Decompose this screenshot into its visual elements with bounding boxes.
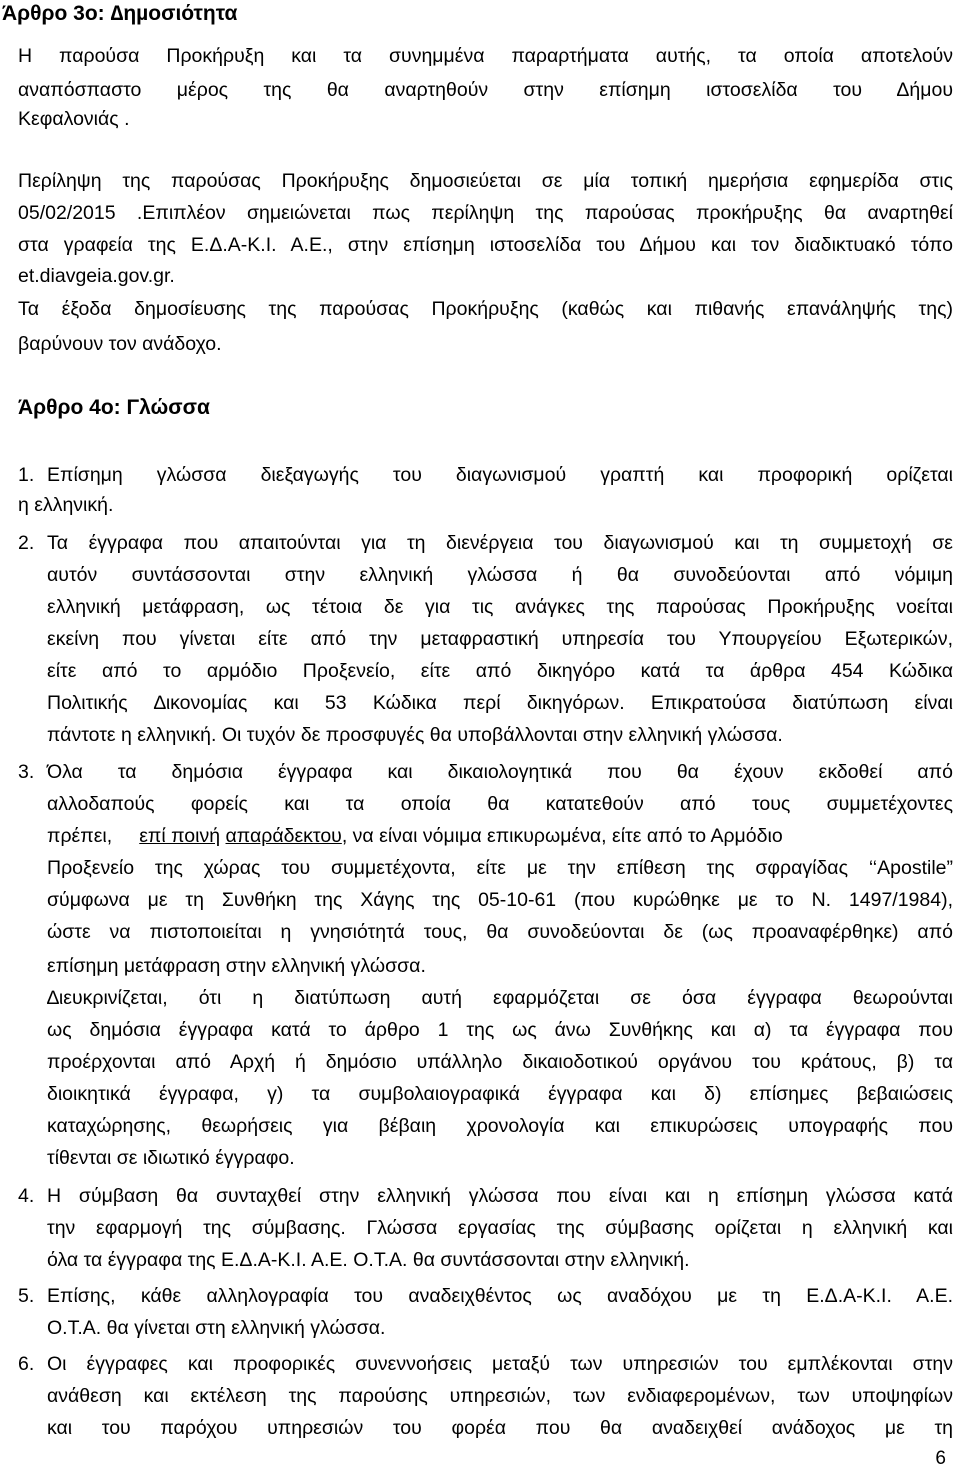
list-number: 6. bbox=[18, 1353, 35, 1375]
list-item-line: αλλοδαπούς φορείς και τα οποία θα κατατεθούν από τους συμμετέχοντες bbox=[47, 793, 953, 815]
paragraph-line: αναπόσπαστο μέρος της θα αναρτηθούν στην επίσημη ιστοσελίδα του Δήμου bbox=[18, 79, 953, 101]
list-item-line: διοικητικά έγγραφα, γ) τα συμβολαιογραφικά έγγραφα και δ) επίσημες βεβαιώσεις bbox=[47, 1083, 953, 1105]
list-number: 1. bbox=[18, 464, 35, 486]
list-number: 3. bbox=[18, 761, 35, 783]
paragraph-line: et.diavgeia.gov.gr. bbox=[18, 265, 175, 287]
list-item-line: ανάθεση και εκτέλεση της παρούσης υπηρεσιών, των ενδιαφερομένων, των υποψηφίων bbox=[47, 1385, 953, 1407]
list-item-line: η ελληνική. bbox=[18, 494, 114, 516]
list-item-line: Η σύμβαση θα συνταχθεί στην ελληνική γλώσσα που είναι και η επίσημη γλώσσα κατά bbox=[47, 1185, 953, 1207]
list-item-line: ως δημόσια έγγραφα κατά το άρθρο 1 της ως άνω Συνθήκης και α) τα έγγραφα που bbox=[47, 1019, 953, 1041]
paragraph-line: στα γραφεία της Ε.Δ.Α-Κ.Ι. Α.Ε., στην επίσημη ιστοσελίδα του Δήμου και τον διαδικτυακό τόπο bbox=[18, 234, 953, 256]
list-item-line: πάντοτε η ελληνική. Οι τυχόν δε προσφυγές θα υποβάλλονται στην ελληνική γλώσσα. bbox=[47, 724, 783, 746]
list-item-line: και του παρόχου υπηρεσιών του φορέα που θα αναδειχθεί ανάδοχος με τη bbox=[47, 1417, 953, 1439]
list-item-line: καταχώρησης, θεωρήσεις για βέβαιη χρονολογία και επικυρώσεις υπογραφής που bbox=[47, 1115, 953, 1137]
list-item-line: αυτόν συντάσσονται στην ελληνική γλώσσα ή θα συνοδεύονται από νόμιμη bbox=[47, 564, 953, 586]
paragraph-line: Η παρούσα Προκήρυξη και τα συνημμένα παραρτήματα αυτής, τα οποία αποτελούν bbox=[18, 45, 953, 67]
list-item-line: σύμφωνα με τη Συνθήκη της Χάγης της 05-10-61 (που κυρώθηκε με το Ν. 1497/1984), bbox=[47, 889, 953, 911]
list-item-line: ∆ιευκρινίζεται, ότι η διατύπωση αυτή εφαρμόζεται σε όσα έγγραφα θεωρούνται bbox=[47, 987, 953, 1009]
page-number: 6 bbox=[935, 1448, 946, 1469]
list-item-line: Πολιτικής ∆ικονομίας και 53 Κώδικα περί δικηγόρων. Επικρατούσα διατύπωση είναι bbox=[47, 692, 953, 714]
paragraph-line: Περίληψη της παρούσας Προκήρυξης δημοσιεύεται σε μία τοπική ημερήσια εφημερίδα στις bbox=[18, 170, 953, 192]
list-item-line: εκείνη που γίνεται είτε από την μεταφραστική υπηρεσία του Υπουργείου Εξωτερικών, bbox=[47, 628, 953, 650]
underlined-text: επί ποινή bbox=[139, 825, 221, 847]
paragraph-line: 05/02/2015 .Επιπλέον σημειώνεται πως περίληψη της παρούσας προκήρυξης θα αναρτηθεί bbox=[18, 202, 953, 224]
paragraph-line: Κεφαλονιάς . bbox=[18, 108, 130, 130]
list-item-line: ελληνική μετάφραση, ως τέτοια δε για τις ανάγκες της παρούσας Προκήρυξης νοείται bbox=[47, 596, 953, 618]
list-item-line: επίσημη μετάφραση στην ελληνική γλώσσα. bbox=[47, 955, 426, 977]
list-item-line: όλα τα έγγραφα της Ε.Δ.Α-Κ.Ι. Α.Ε. Ο.Τ.Α. θα συντάσσονται στην ελληνική. bbox=[47, 1249, 690, 1271]
list-item-line bbox=[47, 824, 783, 848]
list-number: 5. bbox=[18, 1285, 35, 1307]
text-run: , να είναι νόμιμα επικυρωμένα, είτε από το Αρμόδιο bbox=[341, 825, 783, 847]
list-item-line: Ο.Τ.Α. θα γίνεται στη ελληνική γλώσσα. bbox=[47, 1317, 386, 1339]
list-number: 2. bbox=[18, 532, 35, 554]
list-item-line: Όλα τα δημόσια έγγραφα και δικαιολογητικά που θα έχουν εκδοθεί από bbox=[47, 761, 953, 783]
list-item-line: την εφαρμογή της σύμβασης. Γλώσσα εργασίας της σύμβασης ορίζεται η ελληνική και bbox=[47, 1217, 953, 1239]
article-4-title: Άρθρο 4ο: Γλώσσα bbox=[18, 396, 210, 419]
list-item-line: τίθενται σε ιδιωτικό έγγραφο. bbox=[47, 1147, 295, 1169]
list-item-line: Προξενείο της χώρας του συμμετέχοντα, είτε με την επίθεση της σφραγίδας ‘‘Apostile” bbox=[47, 857, 953, 879]
list-item-line: Επίσημη γλώσσα διεξαγωγής του διαγωνισμού γραπτή και προφορική ορίζεται bbox=[47, 464, 953, 486]
underlined-text: απαράδεκτου bbox=[225, 825, 342, 847]
paragraph-line: Τα έξοδα δημοσίευσης της παρούσας Προκήρυξης (καθώς και πιθανής επανάληψής της) bbox=[18, 298, 953, 320]
list-item-line: Τα έγγραφα που απαιτούνται για τη διενέργεια του διαγωνισμού και τη συμμετοχή σε bbox=[47, 532, 953, 554]
text-run: πρέπει, bbox=[47, 825, 113, 847]
paragraph-line: βαρύνουν τον ανάδοχο. bbox=[18, 333, 222, 355]
article-3-title: Άρθρο 3ο: ∆ηµοσιότητα bbox=[2, 2, 238, 25]
list-item-line: ώστε να πιστοποιείται η γνησιότητά τους, θα συνοδεύονται δε (ως προαναφέρθηκε) από bbox=[47, 921, 953, 943]
list-number: 4. bbox=[18, 1185, 35, 1207]
list-item-line: είτε από το αρμόδιο Προξενείο, είτε από δικηγόρο κατά τα άρθρα 454 Κώδικα bbox=[47, 660, 953, 682]
list-item-line: Οι έγγραφες και προφορικές συνεννοήσεις μεταξύ των υπηρεσιών του εμπλέκονται στην bbox=[47, 1353, 953, 1375]
list-item-line: προέρχονται από Αρχή ή δημόσιο υπάλληλο δικαιοδοτικού οργάνου του κράτους, β) τα bbox=[47, 1051, 953, 1073]
list-item-line: Επίσης, κάθε αλληλογραφία του αναδειχθέντος ως αναδόχου με τη Ε.Δ.Α-Κ.Ι. Α.Ε. bbox=[47, 1285, 953, 1307]
